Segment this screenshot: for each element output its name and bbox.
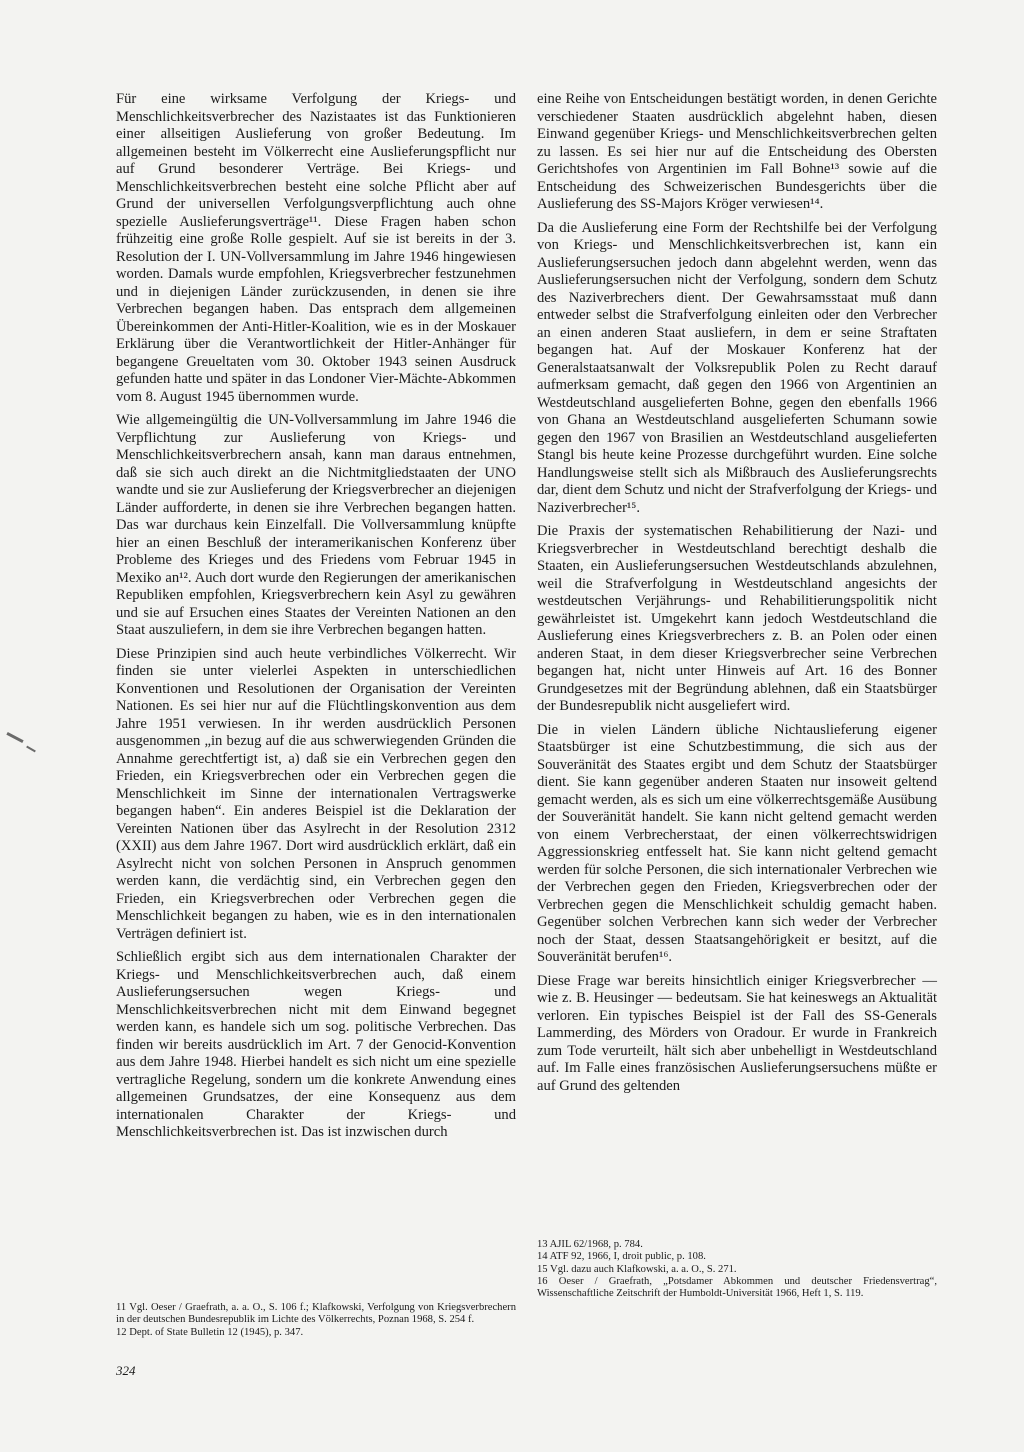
paragraph: Diese Frage war bereits hinsichtlich einiger Kriegsverbrecher — wie z. B. Heusinger — bedeutsam. Sie hat keineswegs an Aktualität verloren. Ein typisches Beispiel ist der Fall des SS-Generals Lammerding, des Mörders von Oradour. Er wurde in Frankreich zum Tode verurteilt, hält sich aber unbehelligt in Westdeutschland auf. Im Falle eines französischen Auslieferungsersuchens müßte er auf Grund des geltenden <box>537 972 937 1094</box>
paragraph: Für eine wirksame Verfolgung der Kriegs- und Menschlichkeitsverbrecher des Nazistaates ist das Funktionieren einer allseitigen Auslieferung von großer Bedeutung. Im allgemeinen besteht im Völkerrecht eine Auslieferungspflicht nur auf Grund besonderer Verträge. Bei Kriegs- und Menschlichkeitsverbrechen besteht eine solche Pflicht aber auf Grund der universellen Verfolgungsverpflichtung auch ohne spezielle Auslieferungsverträge¹¹. Diese Fragen haben schon frühzeitig eine große Rolle gespielt. Auf sie ist bereits in der 3. Resolution der I. UN-Vollversammlung im Jahre 1946 hingewiesen worden. Damals wurde empfohlen, Kriegsverbrecher festzunehmen und in diejenigen Länder zurückzusenden, in denen sie ihre Verbrechen begangen haben. Das entsprach dem allgemeinen Übereinkommen der Anti-Hitler-Koalition, wie es in der Moskauer Erklärung über die Verantwortlichkeit der Hitler-Anhänger für begangene Greueltaten vom 30. Oktober 1943 seinen Ausdruck gefunden hatte und später in das Londoner Vier-Mächte-Abkommen vom 8. August 1945 übernommen wurde. <box>116 91 516 405</box>
footnote: 15 Vgl. dazu auch Klafkowski, a. a. O., S. 271. <box>537 1263 737 1275</box>
scan-mark <box>26 746 36 753</box>
paragraph: Schließlich ergibt sich aus dem internationalen Charakter der Kriegs- und Menschlichkeitsverbrechen auch, daß einem Auslieferungsersuchen wegen Kriegs- und Menschlichkeitsverbrechen nicht mit dem Einwand begegnet werden kann, es handele sich um sog. politische Verbrechen. Das finden wir bereits ausdrücklich im Art. 7 der Genocid-Konvention aus dem Jahre 1948. Hierbei handelt es sich nicht um eine spezielle vertragliche Regelung, sondern um die konkrete Anwendung eines allgemeinen Grundsatzes, der eine Konsequenz aus dem internationalen Charakter der Kriegs- und Menschlichkeitsverbrechen ist. Das ist inzwischen durch <box>116 949 516 1140</box>
footnotes-right <box>537 1239 937 1300</box>
footnotes-left <box>116 1302 516 1339</box>
paragraph: Die in vielen Ländern übliche Nichtauslieferung eigener Staatsbürger ist eine Schutzbestimmung, die sich aus der Souveränität des Staates ergibt und dem Schutz der Staatsbürger dient. Sie kann gegenüber anderen Staaten nur insoweit geltend gemacht werden, als es sich um eine völkerrechtsgemäße Ausübung der Souveränität handelt. Sie kann nicht geltend gemacht werden von einem Verbrecherstaat, der einen völkerrechtswidrigen Aggressionskrieg entfesselt hat. Sie kann nicht geltend gemacht werden für solche Personen, die sich internationaler Verbrechen wie der Verbrechen gegen den Frieden, Kriegsverbrechen oder der Verbrechen gegen die Menschlichkeit schuldig gemacht haben. Gegenüber solchen Verbrechen kann sich weder der Verbrecher noch der Staat, dessen Staatsangehörigkeit er besitzt, auf die Souveränität berufen¹⁶. <box>537 721 937 965</box>
footnote: 11 Vgl. Oeser / Graefrath, a. a. O., S. 106 f.; Klafkowski, Verfolgung von Kriegsverbrechern in der deutschen Bundesrepublik im Lichte des Völkerrechts, Poznan 1968, S. 254 f. <box>116 1302 516 1326</box>
paragraph: Wie allgemeingültig die UN-Vollversammlung im Jahre 1946 die Verpflichtung zur Auslieferung von Kriegs- und Menschlichkeitsverbrechern ansah, kann man daraus entnehmen, daß sie sich auch direkt an die Nichtmitgliedstaaten der UNO wandte und sie zur Auslieferung der Kriegsverbrecher an diejenigen Länder aufforderte, in denen sie ihre Verbrechen begangen hatten. Das war durchaus kein Einzelfall. Die Vollversammlung knüpfte hier an einen Beschluß der interamerikanischen Konferenz über Probleme des Krieges und des Friedens vom Februar 1945 in Mexiko an¹². Auch dort wurde den Regierungen der amerikanischen Republiken empfohlen, Kriegsverbrechern kein Asyl zu gewähren und sie auf Ersuchen eines Staates der Vereinten Nationen an den Staat auszuliefern, in dem sie ihre Verbrechen begangen hatten. <box>116 412 516 638</box>
footnote: 12 Dept. of State Bulletin 12 (1945), p. 347. <box>116 1326 304 1338</box>
paragraph: eine Reihe von Entscheidungen bestätigt worden, in denen Gerichte verschiedener Staaten ausdrücklich abgelehnt haben, diesen Einwand gegenüber Kriegs- und Menschlichkeitsverbrechen gelten zu lassen. Es sei hier nur auf die Entscheidung des Obersten Gerichtshofes von Argentinien im Fall Bohne¹³ sowie auf die Entscheidung des Schweizerischen Bundesgerichts über die Auslieferung des SS-Majors Kröger verwiesen¹⁴. <box>537 91 937 212</box>
left-text-column <box>116 91 516 1148</box>
paragraph: Die Praxis der systematischen Rehabilitierung der Nazi- und Kriegsverbrecher in Westdeutschland berechtigt deshalb die Staaten, ein Auslieferungsersuchen Westdeutschlands abzulehnen, weil die Strafverfolgung in Westdeutschland angesichts der westdeutschen Verjährungs- und Rehabilitierungspolitik nicht gewährleistet ist. Umgekehrt kann jedoch Westdeutschland die Auslieferung eines Kriegsverbrechers z. B. an Polen oder einen anderen Staat, in dem dieser Kriegsverbrecher seine Verbrechen begangen hat, nicht unter Hinweis auf Art. 16 des Bonner Grundgesetzes mit der Begründung ablehnen, daß ein Staatsbürger der Bundesrepublik nicht ausgeliefert wird. <box>537 523 937 714</box>
footnote: 13 AJIL 62/1968, p. 784. <box>537 1239 643 1250</box>
footnote: 16 Oeser / Graefrath, „Potsdamer Abkommen und deutscher Friedensvertrag“, Wissenschaftliche Zeitschrift der Humboldt-Universität 1966, Heft 1, S. 119. <box>537 1275 937 1300</box>
right-text-column <box>537 91 937 1101</box>
scan-mark <box>6 732 23 743</box>
paragraph: Da die Auslieferung eine Form der Rechtshilfe bei der Verfolgung von Kriegs- und Menschlichkeitsverbrechen ist, kann ein Auslieferungsersuchen jedoch dann abgelehnt werden, wenn das Auslieferungsersuchen nicht der Verfolgung, sondern dem Schutz des Naziverbrechers dient. Der Gewahrsamsstaat muß dann entweder selbst die Strafverfolgung einleiten oder den Verbrecher an einen anderen Staat ausliefern, in dem er seine Straftaten begangen hat. Auf der Moskauer Konferenz hat der Generalstaatsanwalt der Volksrepublik Polen zu Recht darauf aufmerksam gemacht, daß gegen den 1966 von Argentinien an Westdeutschland ausgelieferten Bohne, gegen den ebenfalls 1966 von Ghana an Westdeutschland ausgelieferten Schumann sowie gegen den 1967 von Brasilien an Westdeutschland ausgelieferten Stangl bis heute keine Prozesse durchgeführt wurden. Eine solche Handlungsweise stellt sich als Mißbrauch des Auslieferungsrechts dar, dient dem Schutz und nicht der Strafverfolgung der Kriegs- und Naziverbrecher¹⁵. <box>537 219 937 516</box>
footnote: 14 ATF 92, 1966, I, droit public, p. 108. <box>537 1251 706 1263</box>
page-number: 324 <box>116 1363 136 1378</box>
paragraph: Diese Prinzipien sind auch heute verbindliches Völkerrecht. Wir finden sie unter vielerlei Aspekten in unterschiedlichen Konventionen und Resolutionen der Organisation der Vereinten Nationen. Es sei hier nur auf die Flüchtlingskonvention aus dem Jahre 1951 verwiesen. In ihr werden ausdrücklich Personen ausgenommen „in bezug auf die aus schwerwiegenden Gründen die Annahme gerechtfertigt ist, a) daß sie ein Verbrechen gegen den Frieden, ein Kriegsverbrechen oder ein Verbrechen gegen die Menschlichkeit im Sinne der internationalen Vertragswerke begangen haben“. Ein anderes Beispiel ist die Deklaration der Vereinten Nationen über das Asylrecht in der Resolution 2312 (XXII) aus dem Jahre 1967. Dort wird ausdrücklich erklärt, daß ein Asylrecht nicht von solchen Personen in Anspruch genommen werden kann, die verdächtig sind, ein Verbrechen gegen den Frieden, ein Kriegsverbrechen oder Verbrechen gegen die Menschlichkeit begangen zu haben, wie es in den internationalen Verträgen definiert ist. <box>116 645 516 942</box>
